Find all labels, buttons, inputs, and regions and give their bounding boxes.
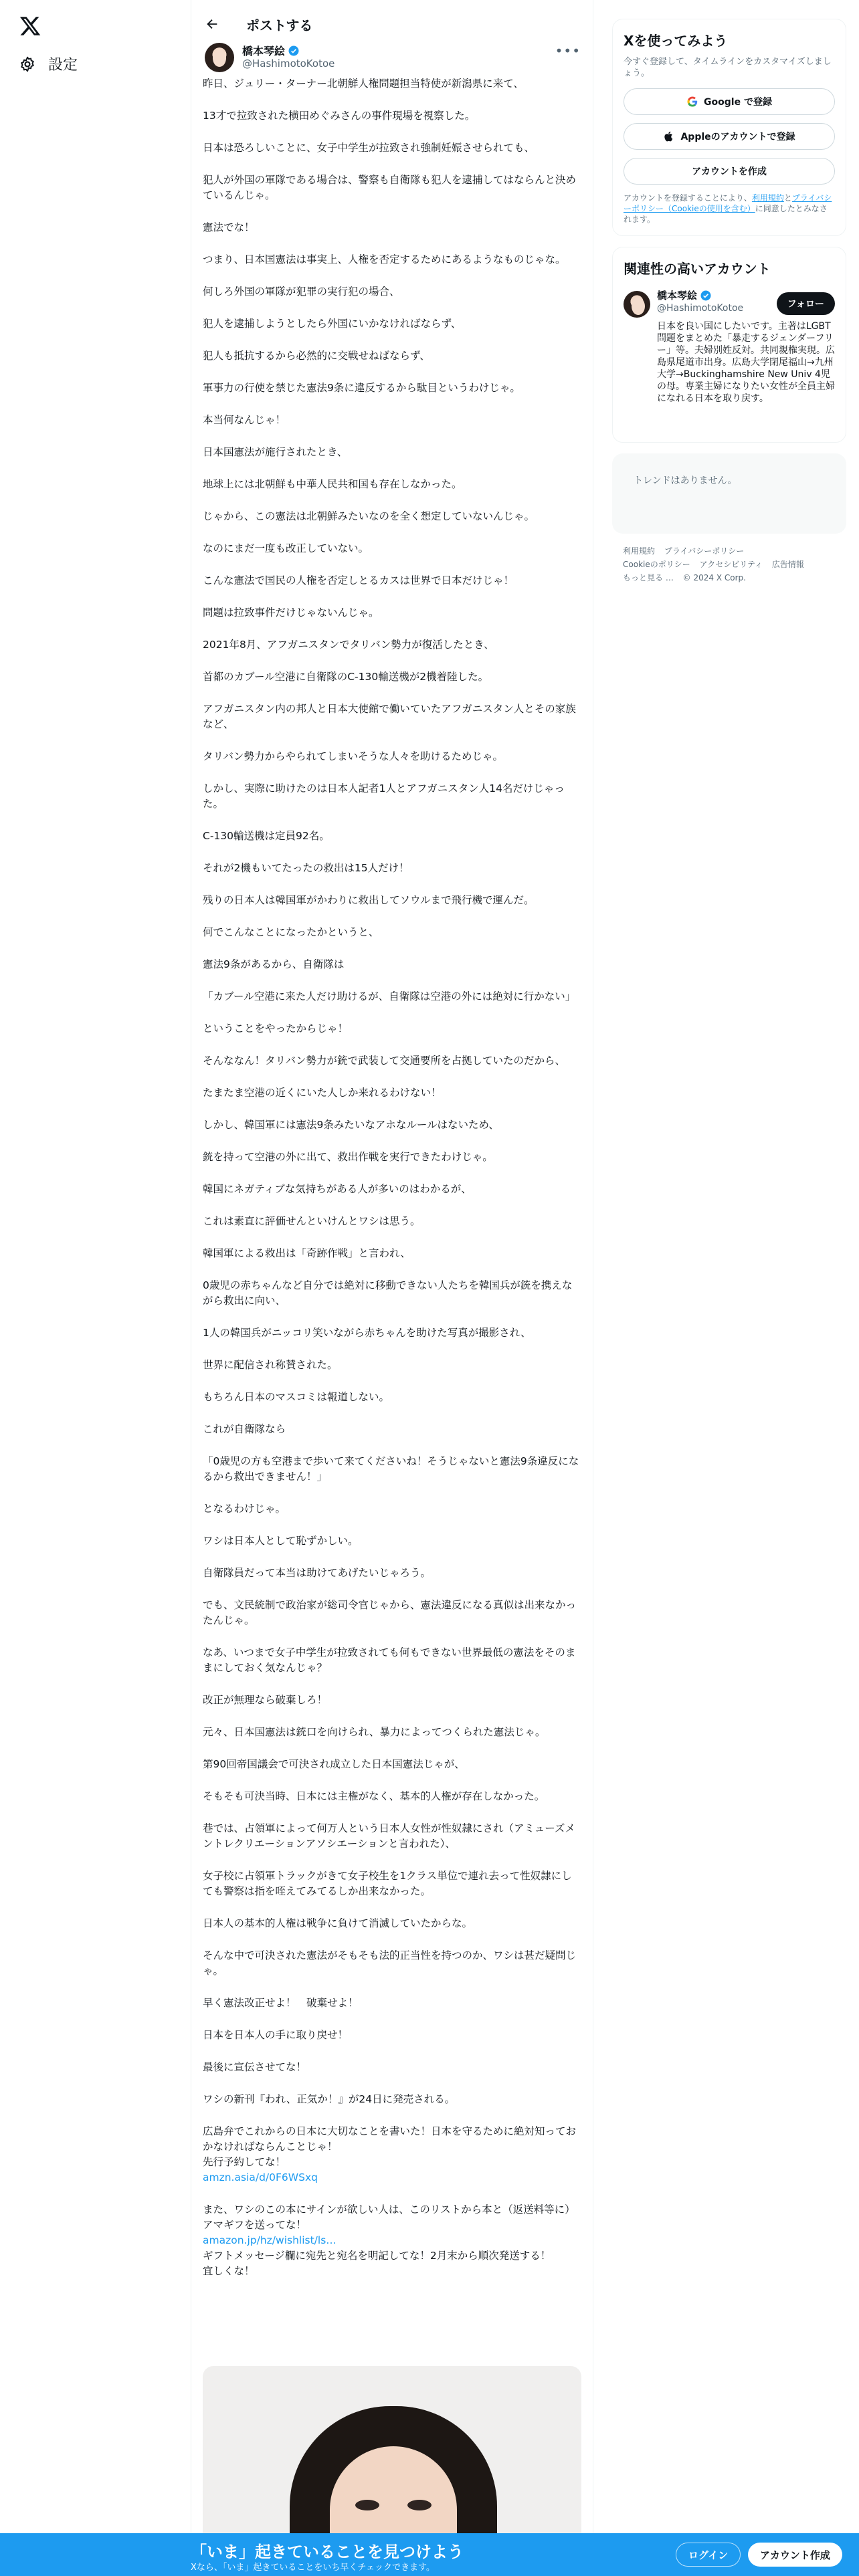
post-paragraph: これが自衛隊なら (203, 1423, 286, 1435)
create-account-button[interactable] (624, 158, 835, 185)
right-sidebar (612, 0, 846, 584)
footer-link[interactable]: プライバシーポリシー (664, 546, 745, 556)
post-paragraph: 問題は拉致事件だけじゃないんじゃ。 (203, 607, 379, 619)
post-paragraph: 「カブール空港に来た人だけ助けるが、自衛隊は空港の外には絶対に行かない」 (203, 990, 576, 1002)
post-paragraph: 何でこんなことになったかというと、 (203, 926, 379, 938)
legal-prefix: アカウントを登録することにより、 (624, 193, 752, 203)
privacy-link[interactable]: プライバシーポリシー（Cookieの使用を含む） (624, 193, 832, 213)
post-paragraph: そもそも可決当時、日本には主権がなく、基本的人権が存在しなかった。 (203, 1790, 545, 1802)
post-paragraph: 残りの日本人は韓国軍がかわりに救出してソウルまで飛行機で運んだ。 (203, 894, 535, 906)
post-paragraph: 犯人も抵抗するから必然的に交戦せねばならず、 (203, 350, 430, 362)
back-arrow-icon[interactable] (205, 17, 219, 31)
promo-text-2: また、ワシのこの本にサインが欲しい人は、このリストから本と（返送料等に）アマギフを送ってな！ (203, 2204, 575, 2231)
footer-link[interactable]: アクセシビリティ (699, 560, 763, 569)
post-author (205, 41, 581, 72)
post-paragraph: 改正が無理なら破棄しろ！ (203, 1694, 328, 1706)
post-paragraph: タリバン勢力からやられてしまいそうな人々を助けるためじゃ。 (203, 750, 504, 762)
footer-link[interactable]: 利用規約 (623, 546, 656, 556)
author-handle[interactable]: @HashimotoKotoe (242, 58, 335, 70)
trends-empty-text: トレンドはありません。 (634, 475, 737, 486)
post-paragraph: アフガニスタン内の邦人と日本大使館で働いていたアフガニスタン人とその家族など、 (203, 703, 576, 730)
related-accounts-title: 関連性の高いアカウント (624, 261, 771, 277)
post-paragraph: なのにまだ一度も改正していない。 (203, 542, 369, 554)
post-paragraph: 早く憲法改正せよ！ 破棄せよ！ (203, 1997, 359, 2009)
page-title: ポストする (246, 17, 313, 33)
post-paragraph: 1人の韓国兵がニッコリ笑いながら赤ちゃんを助けた写真が撮影され、 (203, 1327, 531, 1339)
main-column (191, 0, 593, 2576)
related-handle[interactable]: @HashimotoKotoe (657, 303, 744, 314)
post-paragraph: 自衛隊員だって本当は助けてあげたいじゃろう。 (203, 1567, 432, 1579)
avatar[interactable] (624, 291, 650, 318)
post-paragraph: 軍事力の行使を禁じた憲法9条に違反するから駄目というわけじゃ。 (203, 382, 520, 394)
post-paragraph: 日本は恐ろしいことに、女子中学生が拉致され強制妊娠させられても、 (203, 142, 535, 154)
post-paragraph: こんな憲法で国民の人権を否定しとるカスは世界で日本だけじゃ！ (203, 574, 514, 586)
post-paragraphs (203, 76, 581, 2107)
post-paragraph: 第90回帝国議会で可決され成立した日本国憲法じゃが、 (203, 1758, 465, 1770)
post-paragraph: たまたま空港の近くにいた人しか来れるわけない！ (203, 1087, 442, 1099)
post-paragraph: つまり、日本国憲法は事実上、人権を否定するためにあるようなものじゃな。 (203, 253, 566, 265)
legal-suffix: に同意したとみなされます。 (624, 204, 828, 224)
follow-button[interactable]: フォロー (777, 292, 835, 315)
post-paragraph: 韓国軍による救出は「奇跡作戦」と言われ、 (203, 1247, 411, 1259)
more-options-icon[interactable]: ••• (555, 43, 581, 59)
post-paragraph: 本当何なんじゃ！ (203, 414, 286, 426)
apple-signup-label: Appleのアカウントで登録 (680, 132, 795, 142)
google-signup-button[interactable] (624, 88, 835, 115)
post-paragraph: 昨日、ジュリー・ターナー北朝鮮人権問題担当特使が新潟県に来て、 (203, 78, 524, 90)
promo-link-2[interactable]: amazon.jp/hz/wishlist/ls… (203, 2234, 337, 2246)
post-paragraph: 犯人が外国の軍隊である場合は、警察も自衛隊も犯人を逮捕してはならんと決めているんじゃ。 (203, 174, 577, 201)
verified-badge-icon (700, 290, 712, 302)
login-button[interactable]: ログイン (676, 2543, 741, 2567)
post-paragraph: C-130輸送機は定員92名。 (203, 830, 330, 842)
post-paragraph: 最後に宣伝させてな！ (203, 2061, 307, 2073)
promo-text-3: ギフトメッセージ欄に宛先と宛名を明記してな！2月末から順次発送する！ 宜しくな！ (203, 2250, 551, 2277)
footer-link[interactable]: 広告情報 (771, 560, 804, 569)
legal-and: と (783, 193, 792, 203)
related-name[interactable]: 橋本琴絵 (657, 290, 698, 302)
post-paragraph: しかし、韓国軍には憲法9条みたいなアホなルールはないため、 (203, 1119, 499, 1131)
post-paragraph: ワシの新刊『われ、正気か！』が24日に発売される。 (203, 2093, 456, 2105)
post-paragraph: もちろん日本のマスコミは報道しない。 (203, 1391, 390, 1403)
post-paragraph: 銃を持って空港の外に出て、救出作戦を実行できたわけじゃ。 (203, 1151, 493, 1163)
signup-title: Xを使ってみよう (624, 33, 728, 49)
banner-create-account-button[interactable]: アカウント作成 (748, 2543, 842, 2567)
post-paragraph: 日本を日本人の手に取り戻せ！ (203, 2029, 349, 2041)
post-paragraph: 何しろ外国の軍隊が犯罪の実行犯の場合、 (203, 286, 400, 298)
post-paragraph: 犯人を逮捕しようとしたら外国にいかなければならず、 (203, 318, 462, 330)
post-paragraph: 巷では、占領軍によって何万人という日本人女性が性奴隷にされ（アミューズメントレクリエーションアソシエーションと言われた）、 (203, 1822, 575, 1850)
photo-eye-right (407, 2500, 432, 2510)
apple-signup-button[interactable] (624, 123, 835, 150)
nav-settings[interactable] (19, 53, 78, 74)
trends-card (612, 453, 846, 534)
x-logo-icon[interactable] (19, 15, 41, 37)
promo-text-1: 広島弁でこれからの日本に大切なことを書いた！日本を守るために絶対知っておかなければならんことじゃ！ 先行予約してな！ (203, 2125, 577, 2168)
copyright: © 2024 X Corp. (682, 573, 746, 582)
google-signup-label: Google で登録 (704, 97, 772, 108)
promo-link-1[interactable]: amzn.asia/d/0F6WSxq (203, 2171, 318, 2183)
post-paragraph: 憲法でな！ (203, 221, 255, 233)
post-paragraph: となるわけじゃ。 (203, 1503, 286, 1515)
signup-banner (0, 2533, 859, 2576)
related-accounts-card (612, 247, 846, 443)
post-paragraph: ということをやったからじゃ！ (203, 1023, 349, 1035)
post-paragraph: 地球上には北朝鮮も中華人民共和国も存在しなかった。 (203, 478, 462, 490)
footer-links (612, 544, 846, 584)
footer-link[interactable]: Cookieのポリシー (623, 560, 690, 569)
post-paragraph: じゃから、この憲法は北朝鮮みたいなのを全く想定していないんじゃ。 (203, 510, 535, 522)
post-paragraph: これは素直に評価せんといけんとワシは思う。 (203, 1215, 421, 1227)
post-paragraph: ワシは日本人として恥ずかしい。 (203, 1535, 359, 1547)
post-paragraph: 13才で拉致された横田めぐみさんの事件現場を視察した。 (203, 110, 476, 122)
signup-legal-text (624, 193, 835, 225)
author-name[interactable]: 橋本琴絵 (242, 45, 286, 58)
post-paragraph: 元々、日本国憲法は銃口を向けられ、暴力によってつくられた憲法じゃ。 (203, 1726, 546, 1738)
left-navigation (0, 0, 191, 2576)
banner-subtext: Xなら、「いま」起きていることをいち早くチェックできます。 (191, 2563, 435, 2573)
post-paragraph: 女子校に占領軍トラックがきて女子校生を1クラス単位で連れ去って性奴隷にしても警察は指を咥えてみてるしか出来なかった。 (203, 1870, 572, 1897)
signup-card (612, 19, 846, 236)
post-paragraph: 日本人の基本的人権は戦争に負けて消滅していたからな。 (203, 1917, 473, 1929)
post-paragraph: 世界に配信され称賛された。 (203, 1359, 338, 1371)
nav-settings-label: 設定 (48, 57, 78, 74)
footer-link[interactable]: もっと見る … (623, 573, 674, 582)
related-name-row[interactable] (657, 288, 712, 302)
post-paragraph: しかし、実際に助けたのは日本人記者1人とアフガニスタン人14名だけじゃった。 (203, 782, 565, 810)
post-paragraph: そんな中で可決された憲法がそもそも法的正当性を持つのか、ワシは甚だ疑問じゃ。 (203, 1949, 577, 1977)
post-paragraph: 0歳児の赤ちゃんなど自分では絶対に移動できない人たちを韓国兵が銃を携えながら救出に向い、 (203, 1279, 573, 1307)
apple-icon (663, 130, 675, 142)
post-paragraph: でも、文民統制で政治家が総司令官じゃから、憲法違反になる真似は出来なかったんじゃ。 (203, 1599, 577, 1626)
gear-icon (19, 56, 36, 73)
related-account[interactable] (624, 284, 835, 431)
terms-link[interactable]: 利用規約 (751, 193, 784, 203)
avatar[interactable] (205, 43, 234, 72)
post-paragraph: 韓国にネガティブな気持ちがある人が多いのはわかるが、 (203, 1183, 472, 1195)
signup-subtitle: 今すぐ登録して、タイムラインをカスタマイズしましょう。 (624, 57, 832, 78)
author-name-row[interactable] (242, 43, 300, 58)
banner-headline: 「いま」起きていることを見つけよう (191, 2543, 464, 2561)
post-text (203, 76, 581, 2296)
related-bio: 日本を良い国にしたいです。主著はLGBT問題をまとめた「暴走するジェンダーフリー」等。夫婦別姓反対。共同親権実現。広島県尾道市出身。広島大学閉尾福山→九州大学→Buckinghamshire New Univ 4児の母。専業主婦になりたい女性が全員主婦になれる日本を取り戻す。 (657, 321, 835, 404)
post-paragraph: それが2機もいてたったの救出は15人だけ！ (203, 862, 409, 874)
create-account-label: アカウントを作成 (692, 167, 767, 177)
post-paragraph: そんななん！タリバン勢力が銃で武装して交通要所を占拠していたのだから、 (203, 1055, 566, 1067)
post-paragraph: なあ、いつまで女子中学生が拉致されても何もできない世界最低の憲法をそのままにしておく気なんじゃ？ (203, 1646, 576, 1674)
photo-eye-left (355, 2500, 379, 2510)
post-paragraph: 2021年8月、アフガニスタンでタリバン勢力が復活したとき、 (203, 639, 494, 651)
verified-badge-icon (288, 45, 300, 57)
post-paragraph: 憲法9条があるから、自衛隊は (203, 958, 345, 970)
google-icon (686, 96, 698, 108)
post-paragraph: 首都のカブール空港に自衛隊のC-130輸送機が2機着陸した。 (203, 671, 489, 683)
post-paragraph: 「0歳児の方も空港まで歩いて来てくださいね！そうじゃないと憲法9条違反になるから救出できません！」 (203, 1455, 579, 1483)
post-paragraph: 日本国憲法が施行されたとき、 (203, 446, 348, 458)
